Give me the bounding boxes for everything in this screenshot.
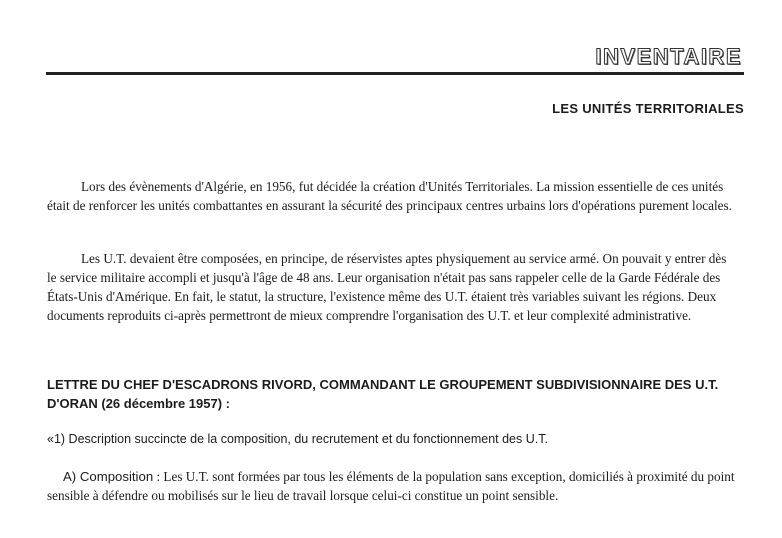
composition-text: : Les U.T. sont formées par tous les éléments de la population sans exception, domiciliés à proximité du point sensible à défendre ou mobilisés sur le lieu de travail lorsque celui-ci constitue un point sensible.	[47, 469, 735, 503]
paragraph-organisation	[47, 249, 737, 325]
letter-subheading: «1) Description succincte de la composition, du recrutement et du fonctionnement des U.T.	[47, 432, 548, 446]
section-header-title: INVENTAIRE	[595, 44, 742, 69]
composition-label: A) Composition	[63, 469, 154, 484]
chapter-title: LES UNITÉS TERRITORIALES	[552, 101, 744, 116]
paragraph-intro	[47, 177, 737, 215]
paragraph-intro-text: Lors des évènements d'Algérie, en 1956, fut décidée la création d'Unités Territoriales. La mission essentielle de ces unités était de renforcer les unités combattantes en assurant la sécurité des principaux centres urbains lors d'opérations purement locales.	[47, 179, 732, 213]
letter-heading: LETTRE DU CHEF D'ESCADRONS RIVORD, COMMANDANT LE GROUPEMENT SUBDIVISIONNAIRE DES U.T. D'ORAN (26 décembre 1957) :	[47, 377, 719, 411]
paragraph-organisation-text: Les U.T. devaient être composées, en principe, de réservistes aptes physiquement au service armé. On pouvait y entrer dès le service militaire accompli et jusqu'à l'âge de 48 ans. Leur organisation n'était pas sans rappeler celle de la Garde Fédérale des États-Unis d'Amérique. En fait, le statut, la structure, l'existence même des U.T. étaient très variables suivant les régions. Deux documents reproduits ci-après permettront de mieux comprendre l'organisation des U.T. et leur complexité administrative.	[47, 251, 727, 323]
paragraph-composition	[47, 467, 737, 505]
header-rule	[46, 72, 744, 75]
